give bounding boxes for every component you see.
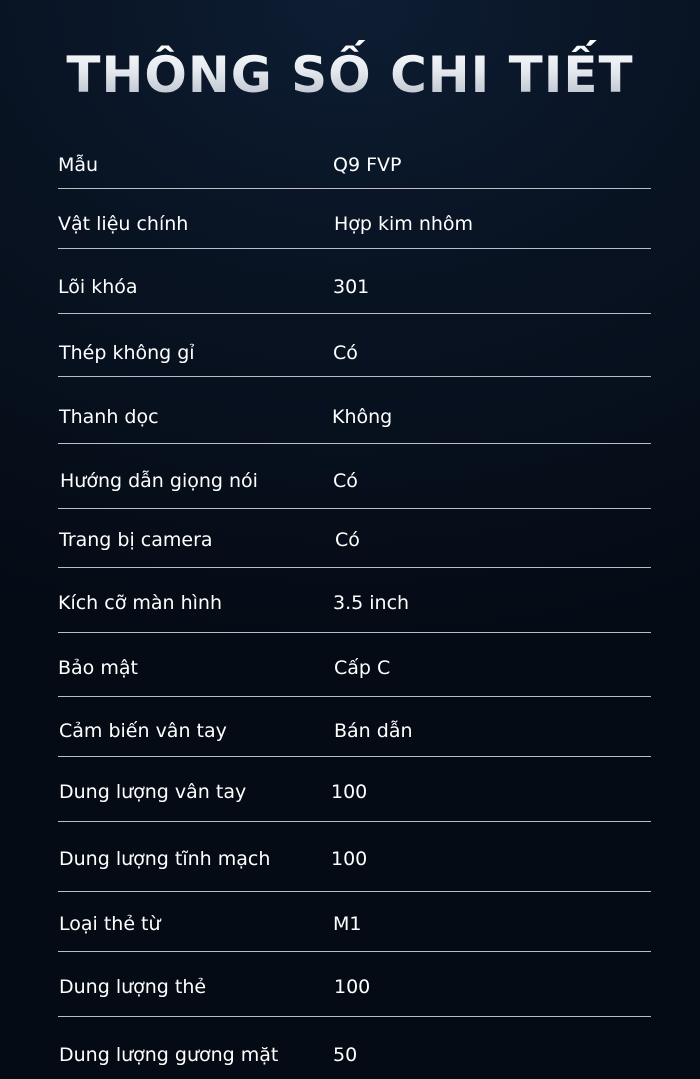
- spec-value: 100: [331, 781, 368, 803]
- spec-label: Dung lượng tĩnh mạch: [59, 848, 271, 870]
- row-divider: [58, 1016, 651, 1017]
- spec-value: 100: [331, 848, 368, 870]
- spec-label: Lõi khóa: [58, 276, 138, 298]
- spec-value: Có: [333, 470, 358, 492]
- row-divider: [58, 821, 651, 822]
- row-divider: [58, 313, 651, 314]
- row-divider: [58, 951, 651, 952]
- spec-label: Loại thẻ từ: [59, 913, 161, 935]
- spec-value: M1: [333, 913, 362, 935]
- spec-label: Kích cỡ màn hình: [58, 592, 223, 614]
- spec-value: Có: [335, 529, 360, 551]
- row-divider: [58, 567, 651, 568]
- spec-value: 3.5 inch: [333, 592, 410, 614]
- spec-label: Bảo mật: [58, 657, 138, 679]
- spec-value: Có: [333, 342, 358, 364]
- row-divider: [58, 696, 651, 697]
- spec-value: Bán dẫn: [334, 720, 413, 742]
- spec-label: Cảm biến vân tay: [59, 720, 227, 742]
- row-divider: [58, 632, 651, 633]
- spec-label: Mẫu: [58, 154, 99, 176]
- row-divider: [58, 443, 651, 444]
- row-divider: [58, 891, 651, 892]
- spec-label: Thanh dọc: [59, 406, 159, 428]
- spec-value: Không: [332, 406, 393, 428]
- spec-label: Thép không gỉ: [59, 342, 195, 364]
- row-divider: [58, 248, 651, 249]
- spec-value: 301: [333, 276, 370, 298]
- spec-label: Trang bị camera: [59, 529, 213, 551]
- spec-value: Hợp kim nhôm: [334, 213, 474, 235]
- spec-label: Dung lượng gương mặt: [59, 1044, 279, 1066]
- spec-label: Hướng dẫn giọng nói: [60, 470, 258, 492]
- row-divider: [58, 756, 651, 757]
- spec-label: Vật liệu chính: [58, 213, 189, 235]
- spec-value: Cấp C: [334, 657, 391, 679]
- spec-value: Q9 FVP: [333, 154, 402, 176]
- row-divider: [58, 188, 651, 189]
- spec-label: Dung lượng vân tay: [59, 781, 247, 803]
- page-title: THÔNG SỐ CHI TIẾT: [0, 40, 700, 110]
- spec-value: 100: [334, 976, 371, 998]
- row-divider: [58, 376, 651, 377]
- spec-label: Dung lượng thẻ: [59, 976, 207, 998]
- spec-value: 50: [333, 1044, 358, 1066]
- row-divider: [58, 508, 651, 509]
